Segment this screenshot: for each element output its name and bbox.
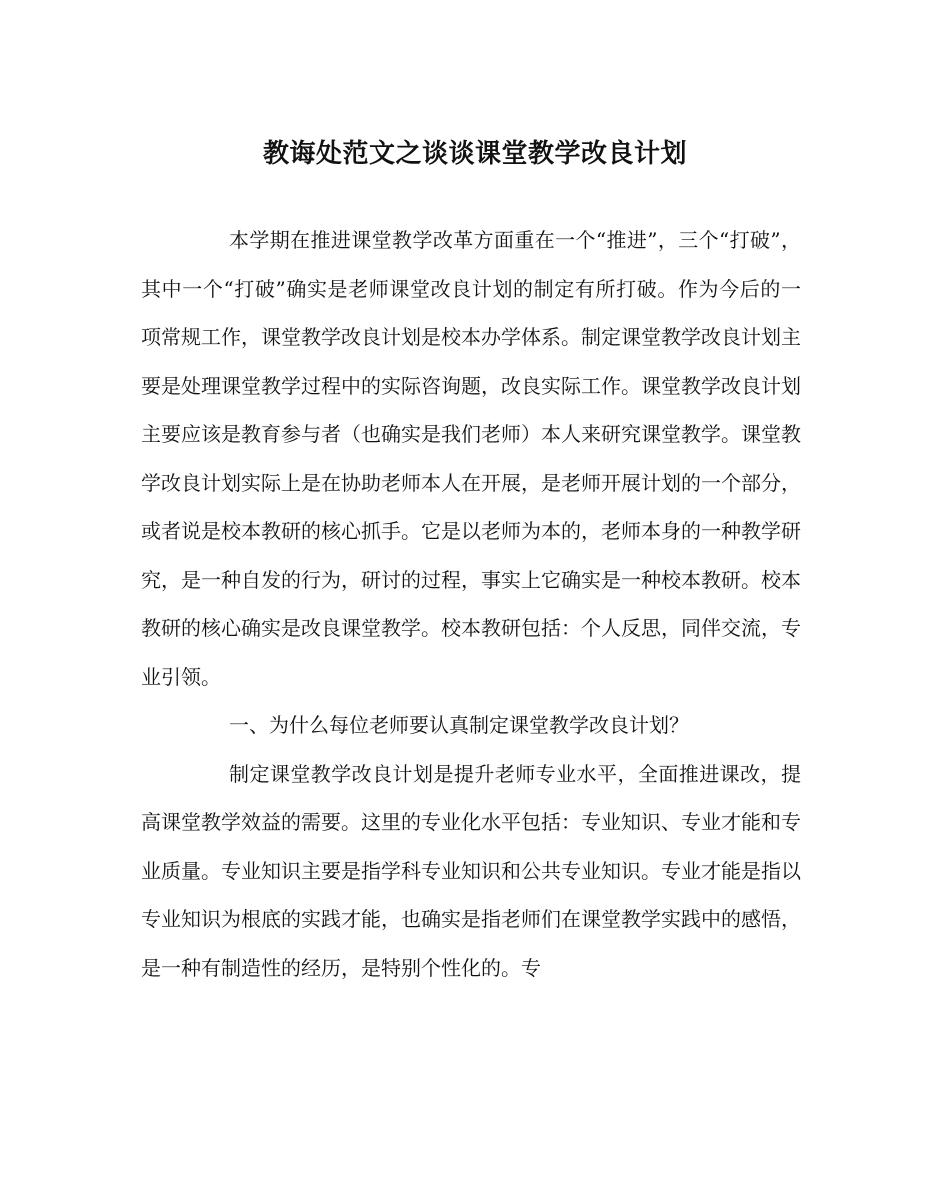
- document-body: [141, 216, 801, 992]
- paragraph-section-1: 制定课堂教学改良计划是提升老师专业水平，全面推进课改，提高课堂教学效益的需要。这里的专业化水平包括：专业知识、专业才能和专业质量。专业知识主要是指学科专业知识和公共专业知识。专业才能是指以专业知识为根底的实践才能，也确实是指老师们在课堂教学实践中的感悟，是一种有制造性的经历，是特别个性化的。专: [141, 761, 801, 980]
- paragraph-intro: 本学期在推进课堂教学改革方面重在一个“推进”，三个“打破”，其中一个“打破”确实是老师课堂改良计划的制定有所打破。作为今后的一项常规工作，课堂教学改良计划是校本办学体系。制定课堂教学改良计划主要是处理课堂教学过程中的实际咨询题，改良实际工作。课堂教学改良计划主要应该是教育参与者（也确实是我们老师）本人来研究课堂教学。课堂教学改良计划实际上是在协助老师本人在开展，是老师开展计划的一个部分，或者说是校本教研的核心抓手。它是以老师为本的，老师本身的一种教学研究，是一种自发的行为，研讨的过程，事实上它确实是一种校本教研。校本教研的核心确实是改良课堂教学。校本教研包括：个人反思，同伴交流，专业引领。: [141, 228, 801, 689]
- document-title: 教诲处范文之谈谈课堂教学改良计划: [262, 139, 687, 169]
- section-heading-1: 一、为什么每位老师要认真制定课堂教学改良计划？: [229, 713, 689, 737]
